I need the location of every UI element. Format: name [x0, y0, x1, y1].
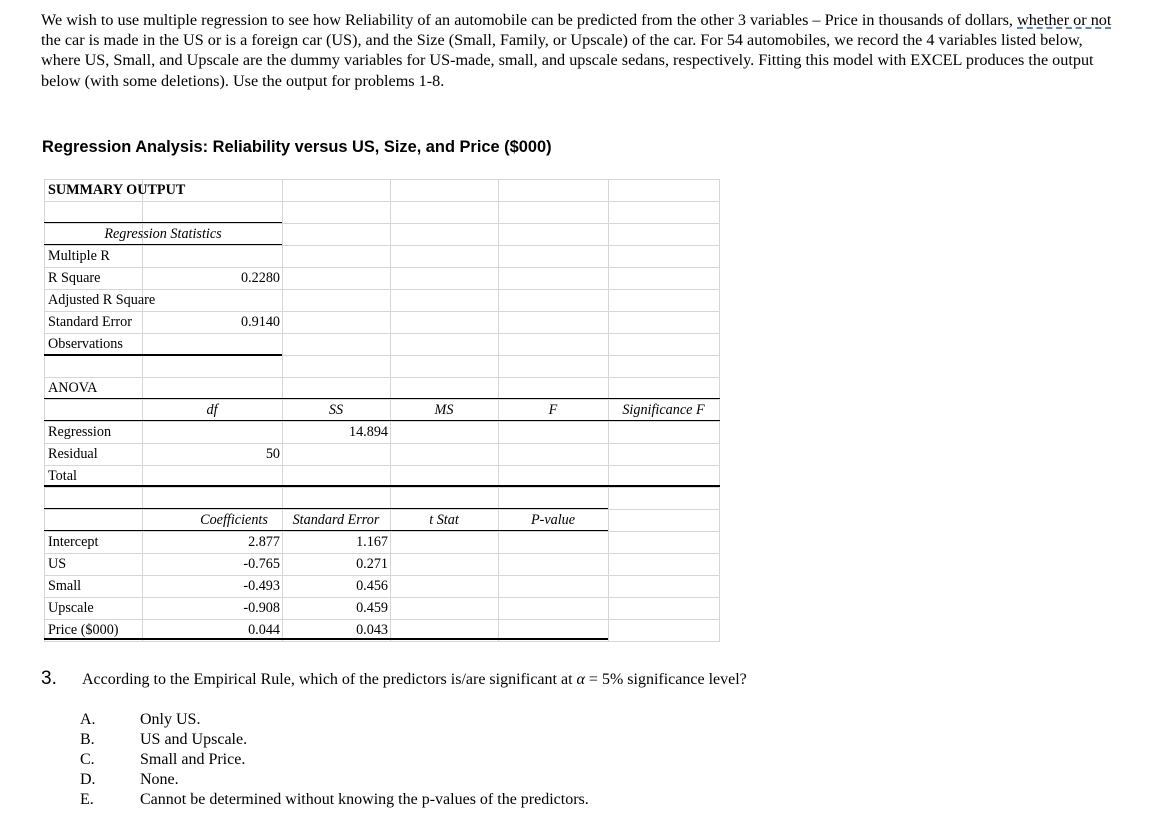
stat-value-observations: [142, 334, 280, 354]
question-text-before: According to the Empirical Rule, which of the predictors is/are significant at: [82, 671, 577, 688]
option-letter: C.: [80, 751, 95, 768]
option-text: Small and Price.: [140, 751, 246, 768]
coef-value-small: -0.493: [243, 578, 280, 594]
stat-value-multiple-r: [142, 246, 280, 266]
excel-summary-output: [44, 179, 720, 641]
option-letter: B.: [80, 731, 95, 748]
question-3: [41, 668, 747, 690]
option-b[interactable]: [80, 730, 247, 750]
anova-label-residual: Residual: [48, 446, 98, 462]
anova-header-f: F: [548, 402, 558, 418]
stat-value-standard-error: 0.9140: [240, 314, 280, 330]
anova-ss-regression: 14.894: [348, 424, 388, 440]
coef-value-upscale: -0.908: [243, 600, 280, 616]
option-letter: A.: [80, 711, 96, 728]
intro-text-2: the car is made in the US or is a foreign car (US), and the Size (Small, Family, or Upscale) of the car. For 54 automobiles, we record the 4 variables listed below, where US, Small, and Upscale are the dummy variables for US-made, small, and upscale sedans, respectively. Fitting this model with EXCEL produces the output below (with some deletions). Use the output for problems 1-8.: [41, 31, 1094, 90]
anova-label-regression: Regression: [48, 424, 112, 440]
intro-paragraph: [41, 10, 1121, 91]
anova-header-significance-f: Significance F: [622, 402, 705, 418]
question-number: 3.: [41, 668, 57, 689]
option-text: Cannot be determined without knowing the p-values of the predictors.: [140, 791, 589, 808]
option-letter: E.: [80, 791, 94, 808]
coef-value-intercept: 2.877: [248, 534, 280, 550]
coef-value-us: -0.765: [243, 556, 280, 572]
regression-analysis-heading: Regression Analysis: Reliability versus US, Size, and Price ($000): [42, 138, 552, 156]
stat-value-adjusted-r-square: [142, 290, 280, 310]
coef-value-price: 0.044: [248, 622, 280, 638]
option-a[interactable]: [80, 710, 200, 730]
option-text: Only US.: [140, 711, 201, 728]
anova-header-ms: MS: [434, 402, 454, 418]
anova-title: ANOVA: [48, 380, 98, 396]
coef-label-small: Small: [48, 578, 82, 594]
stat-label-r-square: R Square: [48, 270, 101, 286]
option-text: None.: [140, 771, 179, 788]
summary-output-title: SUMMARY OUTPUT: [48, 182, 186, 198]
question-text-after: = 5% significance level?: [584, 671, 747, 688]
anova-df-residual: 50: [265, 446, 280, 462]
se-value-upscale: 0.459: [356, 600, 388, 616]
anova-label-total: Total: [48, 468, 77, 484]
coef-header-coefficients: Coefficients: [200, 512, 268, 528]
coef-header-standard-error: Standard Error: [292, 512, 380, 528]
stat-label-standard-error: Standard Error: [48, 314, 132, 330]
option-text: US and Upscale.: [140, 731, 248, 748]
coef-label-us: US: [48, 556, 67, 572]
se-value-intercept: 1.167: [356, 534, 388, 550]
se-value-small: 0.456: [356, 578, 388, 594]
stat-label-multiple-r: Multiple R: [48, 248, 110, 264]
coef-label-upscale: Upscale: [48, 600, 94, 616]
intro-text-1: We wish to use multiple regression to see how Reliability of an automobile can be predicted from the other 3 variables – Price in thousands of dollars,: [41, 11, 1017, 29]
option-e[interactable]: [80, 790, 589, 810]
stat-label-adjusted-r-square: Adjusted R Square: [48, 292, 156, 308]
anova-header-ss: SS: [328, 402, 344, 418]
se-value-us: 0.271: [356, 556, 388, 572]
stat-label-observations: Observations: [48, 336, 123, 352]
anova-header-df: df: [206, 402, 218, 418]
anova-ss-residual: [282, 444, 388, 464]
stat-value-r-square: 0.2280: [240, 270, 280, 286]
regression-statistics-title: Regression Statistics: [104, 226, 222, 242]
coef-label-price: Price ($000): [48, 622, 119, 638]
coef-header-p-value: P-value: [530, 512, 576, 528]
coef-label-intercept: Intercept: [48, 534, 99, 550]
coef-header-t-stat: t Stat: [429, 512, 459, 528]
se-value-price: 0.043: [356, 622, 388, 638]
option-letter: D.: [80, 771, 96, 788]
anova-ss-total: [282, 466, 388, 486]
intro-underlined-phrase: whether or not: [1017, 11, 1112, 29]
option-d[interactable]: [80, 770, 179, 790]
option-c[interactable]: [80, 750, 245, 770]
alpha-symbol: α: [576, 671, 585, 688]
anova-df-total: [142, 466, 280, 486]
anova-df-regression: [142, 422, 280, 442]
